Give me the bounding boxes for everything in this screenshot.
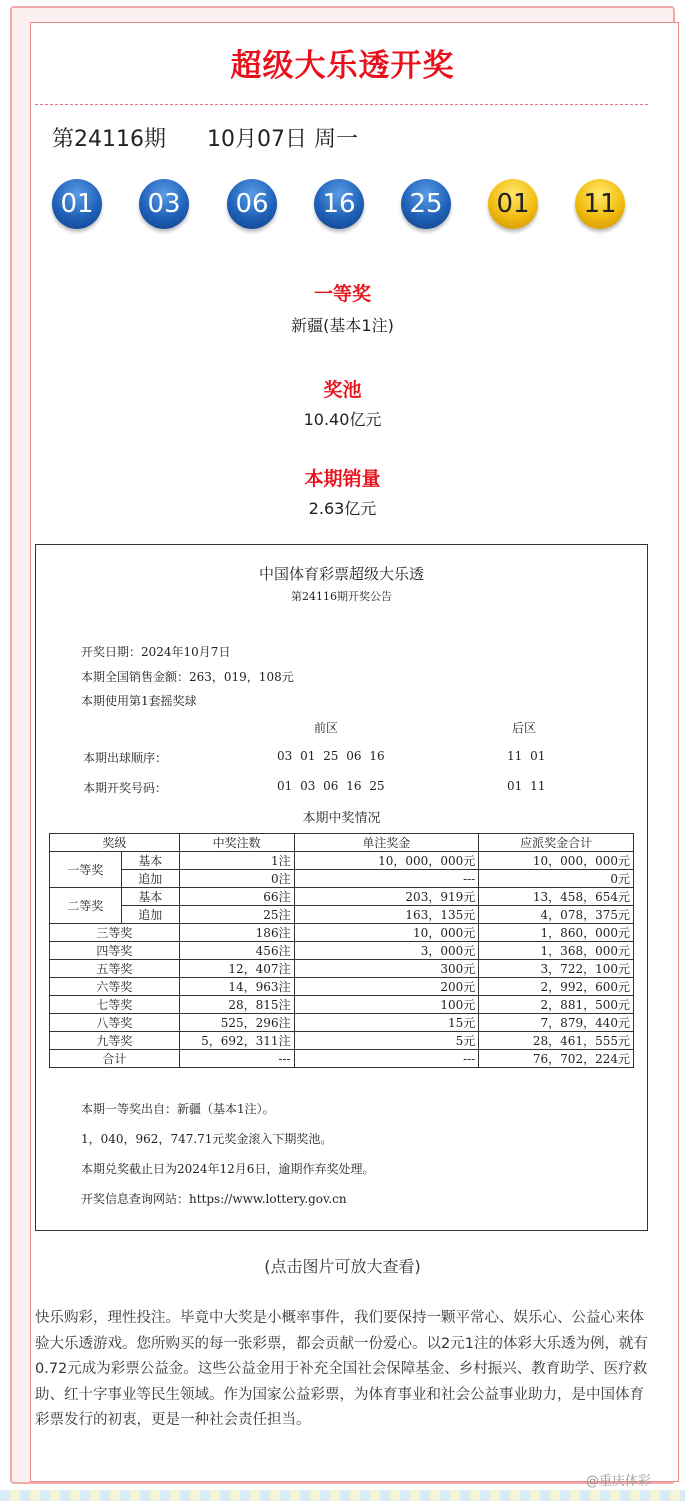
sub-level-cell: 追加 xyxy=(121,906,179,924)
total-cell: 76，702，224元 xyxy=(479,1050,634,1068)
zoom-hint: (点击图片可放大查看) xyxy=(264,1257,421,1276)
table-row xyxy=(50,1014,634,1032)
sales-value[interactable]: 2.63亿元 xyxy=(308,499,377,518)
number-front: 01 03 06 16 25 xyxy=(277,779,385,793)
total-cell: 13，458，654元 xyxy=(479,888,634,906)
level-cell: 二等奖 xyxy=(50,888,122,924)
prize-cell: 203，919元 xyxy=(294,888,479,906)
prize-cell: 15元 xyxy=(294,1014,479,1032)
title-divider xyxy=(35,104,648,105)
prize-cell: --- xyxy=(294,870,479,888)
count-cell: 66注 xyxy=(179,888,294,906)
count-cell: 525，296注 xyxy=(179,1014,294,1032)
total-cell: 10，000，000元 xyxy=(479,852,634,870)
order-front: 03 01 25 06 16 xyxy=(277,749,385,763)
prize-cell: 10，000元 xyxy=(294,924,479,942)
table-title: 本期中奖情况 xyxy=(302,811,381,826)
prize-cell: 100元 xyxy=(294,996,479,1014)
sales-label: 本期销量 xyxy=(304,468,381,490)
header-prize: 单注奖金 xyxy=(294,834,479,852)
front-ball-5: 25 xyxy=(401,179,451,229)
total-cell: 7，879，440元 xyxy=(479,1014,634,1032)
level-cell: 一等奖 xyxy=(50,852,122,888)
notice-title: 中国体育彩票超级大乐透 xyxy=(258,565,424,583)
table-row xyxy=(50,888,634,906)
table-total-row xyxy=(50,1050,634,1068)
table-row xyxy=(50,906,634,924)
front-ball-4: 16 xyxy=(314,179,364,229)
back-zone-heading: 后区 xyxy=(512,721,537,735)
table-row xyxy=(50,978,634,996)
total-cell: 28，461，555元 xyxy=(479,1032,634,1050)
count-cell: 456注 xyxy=(179,942,294,960)
sub-level-cell: 追加 xyxy=(121,870,179,888)
prize-cell: 163，135元 xyxy=(294,906,479,924)
order-back: 11 01 xyxy=(507,749,546,763)
count-cell: 28，815注 xyxy=(179,996,294,1014)
level-cell: 六等奖 xyxy=(50,978,180,996)
order-label: 本期出球顺序： xyxy=(83,751,168,765)
first-prize-label: 一等奖 xyxy=(313,283,371,305)
responsible-gaming-paragraph: 快乐购彩，理性投注。毕竟中大奖是小概率事件，我们要保持一颗平常心、娱乐心、公益心来体验大乐透游戏。您所购买的每一张彩票，都会贡献一份爱心。以2元1注的体彩大乐透为例，就有0.72元成为彩票公益金。这些公益金用于补充全国社会保障基金、乡村振兴、教育助学、医疗救助、红十字事业等民生领域。作为国家公益彩票，为体育事业和社会公益事业助力，是中国体育彩票发行的初衷，更是一种社会责任担当。 xyxy=(35,1310,648,1428)
table-row xyxy=(50,870,634,888)
pool-label: 奖池 xyxy=(323,379,362,401)
total-cell: 4，078，375元 xyxy=(479,906,634,924)
table-row xyxy=(50,1032,634,1050)
prize-cell: 10，000，000元 xyxy=(294,852,479,870)
notice-ball-set: 本期使用第1套摇奖球 xyxy=(81,694,197,708)
header-level: 奖级 xyxy=(50,834,180,852)
prize-cell: 300元 xyxy=(294,960,479,978)
total-cell: 1，368，000元 xyxy=(479,942,634,960)
notice-footer-first-prize: 本期一等奖出自：新疆（基本1注）。 xyxy=(81,1102,275,1116)
sub-level-cell: 基本 xyxy=(121,888,179,906)
number-back: 01 11 xyxy=(507,779,546,793)
prize-table xyxy=(49,833,634,1068)
prize-cell: 200元 xyxy=(294,978,479,996)
level-cell: 三等奖 xyxy=(50,924,180,942)
page-title: 超级大乐透开奖 xyxy=(230,48,455,84)
notice-footer-website: 开奖信息查询网站：https://www.lottery.gov.cn xyxy=(81,1192,347,1206)
issue-number: 第24116期 xyxy=(52,127,166,152)
total-cell: 2，992，600元 xyxy=(479,978,634,996)
count-cell: 1注 xyxy=(179,852,294,870)
notice-footer-rollover: 1，040，962，747.71元奖金滚入下期奖池。 xyxy=(81,1132,333,1146)
front-zone-heading: 前区 xyxy=(314,721,339,735)
count-cell: 12，407注 xyxy=(179,960,294,978)
draw-notice-image[interactable] xyxy=(35,544,648,1231)
count-cell: 14，963注 xyxy=(179,978,294,996)
front-ball-2: 03 xyxy=(139,179,189,229)
pool-value: 10.40亿元 xyxy=(303,410,382,429)
level-cell: 九等奖 xyxy=(50,1032,180,1050)
total-cell: 0元 xyxy=(479,870,634,888)
table-header-row xyxy=(50,834,634,852)
front-ball-3: 06 xyxy=(227,179,277,229)
level-cell: 五等奖 xyxy=(50,960,180,978)
table-row xyxy=(50,924,634,942)
count-cell: 0注 xyxy=(179,870,294,888)
level-cell: 七等奖 xyxy=(50,996,180,1014)
total-cell: 2，881，500元 xyxy=(479,996,634,1014)
watermark: @重庆体彩 xyxy=(586,1474,652,1489)
notice-draw-date: 开奖日期：2024年10月7日 xyxy=(81,645,231,659)
notice-sales: 本期全国销售金额：263，019，108元 xyxy=(81,670,294,684)
level-cell: 合计 xyxy=(50,1050,180,1068)
count-cell: 25注 xyxy=(179,906,294,924)
prize-cell: --- xyxy=(294,1050,479,1068)
count-cell: --- xyxy=(179,1050,294,1068)
prize-cell: 3，000元 xyxy=(294,942,479,960)
sub-level-cell: 基本 xyxy=(121,852,179,870)
table-row xyxy=(50,942,634,960)
back-ball-2: 11 xyxy=(575,179,625,229)
table-row xyxy=(50,852,634,870)
first-prize-value: 新疆(基本1注) xyxy=(291,316,394,335)
prize-cell: 5元 xyxy=(294,1032,479,1050)
table-row xyxy=(50,996,634,1014)
notice-footer-deadline: 本期兑奖截止日为2024年12月6日，逾期作弃奖处理。 xyxy=(81,1162,375,1176)
count-cell: 186注 xyxy=(179,924,294,942)
total-cell: 1，860，000元 xyxy=(479,924,634,942)
header-total: 应派奖金合计 xyxy=(479,834,634,852)
front-ball-1: 01 xyxy=(52,179,102,229)
back-ball-1: 01 xyxy=(488,179,538,229)
level-cell: 四等奖 xyxy=(50,942,180,960)
bottom-decor-strip xyxy=(0,1490,685,1501)
total-cell: 3，722，100元 xyxy=(479,960,634,978)
count-cell: 5，692，311注 xyxy=(179,1032,294,1050)
table-row xyxy=(50,960,634,978)
header-count: 中奖注数 xyxy=(179,834,294,852)
number-label: 本期开奖号码： xyxy=(83,781,168,795)
level-cell: 八等奖 xyxy=(50,1014,180,1032)
notice-subtitle: 第24116期开奖公告 xyxy=(291,590,392,603)
draw-date: 10月07日 周一 xyxy=(207,127,358,152)
